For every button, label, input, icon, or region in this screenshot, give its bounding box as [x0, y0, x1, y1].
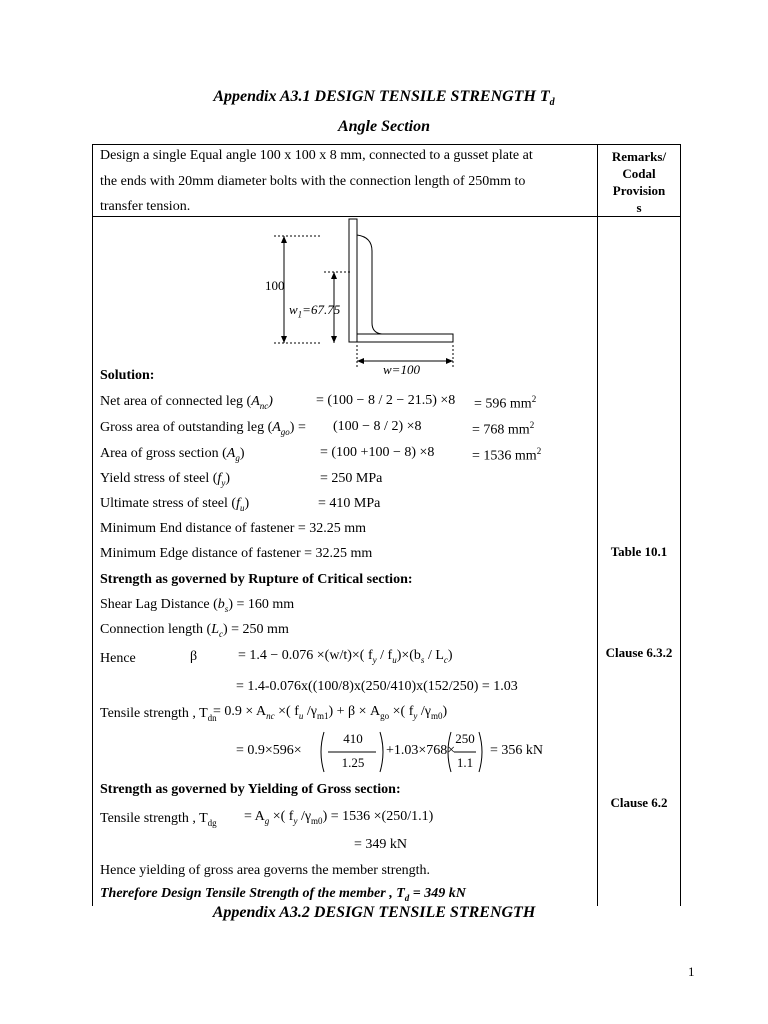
tdn-numeric-mid: +1.03×768×	[386, 743, 456, 758]
connection-length-line: Connection length $(L_c) = 250$ mm	[100, 622, 289, 639]
gross-outstanding-line: Gross area of outstanding leg $(A_{go})$ =	[100, 420, 306, 437]
yield-stress-line: Yield stress of steel $(f_y)$	[100, 471, 230, 488]
net-area-line: Net area of connected leg $(A_{nc})$	[100, 394, 273, 411]
angle-section-diagram	[260, 215, 470, 385]
tdn-frac1-top: 410	[343, 731, 363, 746]
gross-area-result: = 1536 $mm^2$	[472, 446, 542, 464]
page-number: 1	[688, 964, 695, 979]
table-right-border	[680, 144, 681, 906]
tdg-label: Tensile strength , $T_{dg}$	[100, 811, 217, 828]
tdg-formula: = $A_g$ ×( $f_y$ $/\gamma_{m0}) = 1536 \times(250/1.1)$	[244, 809, 434, 826]
conclusion-line: Therefore Design Tensile Strength of the member , $T_d = 349$ kN	[100, 886, 466, 903]
ultimate-stress-value: = 410 MPa	[318, 496, 381, 511]
section-subtitle: Angle Section	[337, 118, 430, 135]
tdn-label: Tensile strength , $T_{dn}$	[100, 706, 217, 723]
beta-numeric: = 1.4-0.076x((100/8)x(250/410)x(152/250) = 1.03	[236, 679, 518, 694]
gross-outstanding-expression: (100 − 8 / 2) ×8	[333, 419, 422, 434]
net-area-result: = 596 $mm^2$	[474, 394, 537, 412]
solution-label: Solution:	[100, 368, 155, 383]
dim-w-label: w=100	[383, 362, 420, 377]
tdg-result: = 349 kN	[354, 837, 408, 852]
gross-area-line: Area of gross section $(A_g)$	[100, 446, 245, 463]
net-area-expression: = (100 − 8 / 2 − 21.5) ×8	[316, 393, 456, 408]
beta-formula: = 1.4 − 0.076 ×(w/t)×( $f_y / f_u)\times(b_s / L_c)$	[238, 648, 453, 665]
remarks-header: Remarks/ Codal Provision s	[611, 149, 667, 215]
beta-symbol: β	[190, 649, 198, 664]
appendix-title: Appendix A3.1 DESIGN TENSILE STRENGTH $T_d$	[213, 88, 555, 109]
governs-statement: Hence yielding of gross area governs the member strength.	[100, 863, 431, 878]
rupture-heading: Strength as governed by Rupture of Critical section:	[100, 572, 413, 587]
tdn-frac1-bottom: 1.25	[341, 755, 365, 770]
shear-lag-line: Shear Lag Distance $(b_s) = 160$ mm	[100, 597, 295, 614]
table-column-divider	[597, 144, 598, 906]
tdn-numeric-start: = 0.9×596×	[236, 743, 302, 758]
gross-area-expression: = (100 +100 − 8) ×8	[320, 445, 435, 460]
problem-line-1: Design a single Equal angle 100 x 100 x 8 mm, connected to a gusset plate at	[100, 148, 533, 163]
edge-distance-line: Minimum Edge distance of fastener = 32.25 mm	[100, 546, 373, 561]
yielding-heading: Strength as governed by Yielding of Gross section:	[100, 782, 401, 797]
dim-w1-label: $w_1=67.75$	[289, 302, 341, 320]
table-left-border	[92, 144, 93, 906]
dim-height-label: 100	[265, 278, 285, 293]
problem-line-2: the ends with 20mm diameter bolts with the connection length of 250mm to	[100, 174, 526, 189]
tdn-result: = 356 kN	[490, 743, 544, 758]
problem-line-3: transfer tension.	[100, 199, 191, 214]
table-top-border	[92, 144, 681, 145]
yield-stress-value: = 250 MPa	[320, 471, 383, 486]
remark-clause-6-3-2: Clause 6.3.2	[605, 645, 673, 660]
tdn-frac2-top: 250	[455, 731, 475, 746]
remark-clause-6-2: Clause 6.2	[610, 795, 668, 810]
tdn-frac2-bottom: 1.1	[456, 755, 474, 770]
ultimate-stress-line: Ultimate stress of steel $(f_u)$	[100, 496, 250, 513]
tdn-formula: = $0.9 \times A_{nc}$ ×( $f_u$ $/\gamma_{m1}) + \beta \times A_{go}$ ×( $f_y$ $/\gamma_{m0}$)	[213, 704, 448, 721]
hence-label: Hence	[100, 651, 136, 666]
next-appendix-title: Appendix A3.2 DESIGN TENSILE STRENGTH	[212, 904, 536, 921]
remark-table-10-1: Table 10.1	[610, 544, 668, 559]
end-distance-line: Minimum End distance of fastener = 32.25 mm	[100, 521, 367, 536]
gross-outstanding-result: = 768 $mm^2$	[472, 420, 535, 438]
